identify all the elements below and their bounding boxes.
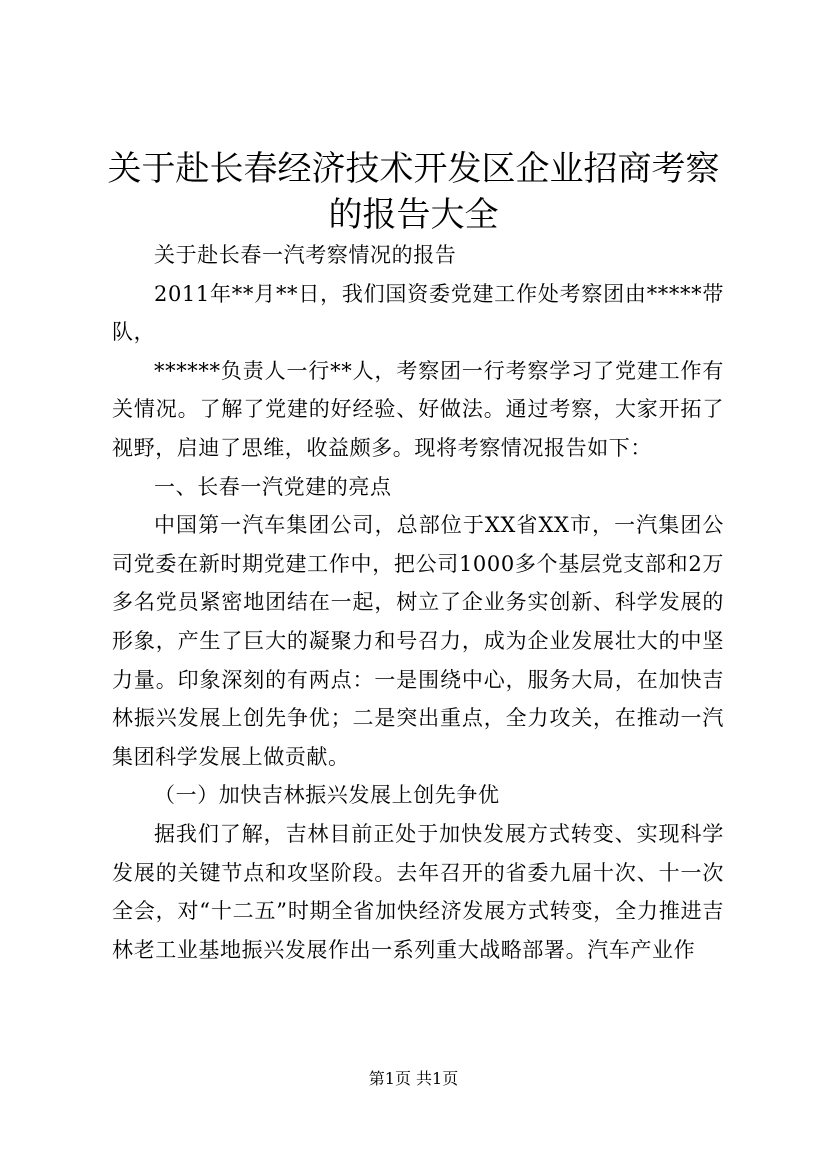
- paragraph-subtitle: 关于赴长春一汽考察情况的报告: [154, 243, 457, 267]
- section-heading-1: 一、长春一汽党建的亮点: [154, 474, 392, 499]
- subsection-heading-1: （一）加快吉林振兴发展上创先争优: [154, 783, 500, 808]
- paragraph-date: 2011年**月**日，我们国资委党建工作处考察团由*****带队，: [112, 281, 724, 345]
- paragraph-jilin: 据我们了解，吉林目前正处于加快发展方式转变、实现科学发展的关键节点和攻坚阶段。去年召开的省委九届十次、十一次全会，对“十二五”时期全省加快经济发展方式转变，全力推进吉林老工业基地振兴发展作出一系列重大战略部署。汽车产业作: [112, 821, 724, 962]
- document-body: [112, 236, 724, 969]
- document-title: 关于赴长春经济技术开发区企业招商考察的报告大全: [107, 149, 720, 235]
- paragraph-intro: ******负责人一行**人，考察团一行考察学习了党建工作有关情况。了解了党建的好经验、好做法。通过考察，大家开拓了视野，启迪了思维，收益颇多。现将考察情况报告如下：: [112, 358, 724, 460]
- paragraph-company: 中国第一汽车集团公司，总部位于XX省XX市，一汽集团公司党委在新时期党建工作中，把公司1000多个基层党支部和2万多名党员紧密地团结在一起，树立了企业务实创新、科学发展的形象，产生了巨大的凝聚力和号召力，成为企业发展壮大的中坚力量。印象深刻的有两点：一是围绕中心，服务大局，在加快吉林振兴发展上创先争优；二是突出重点，全力攻关，在推动一汽集团科学发展上做贡献。: [112, 513, 724, 769]
- page-footer: 第1页 共1页: [368, 1069, 459, 1088]
